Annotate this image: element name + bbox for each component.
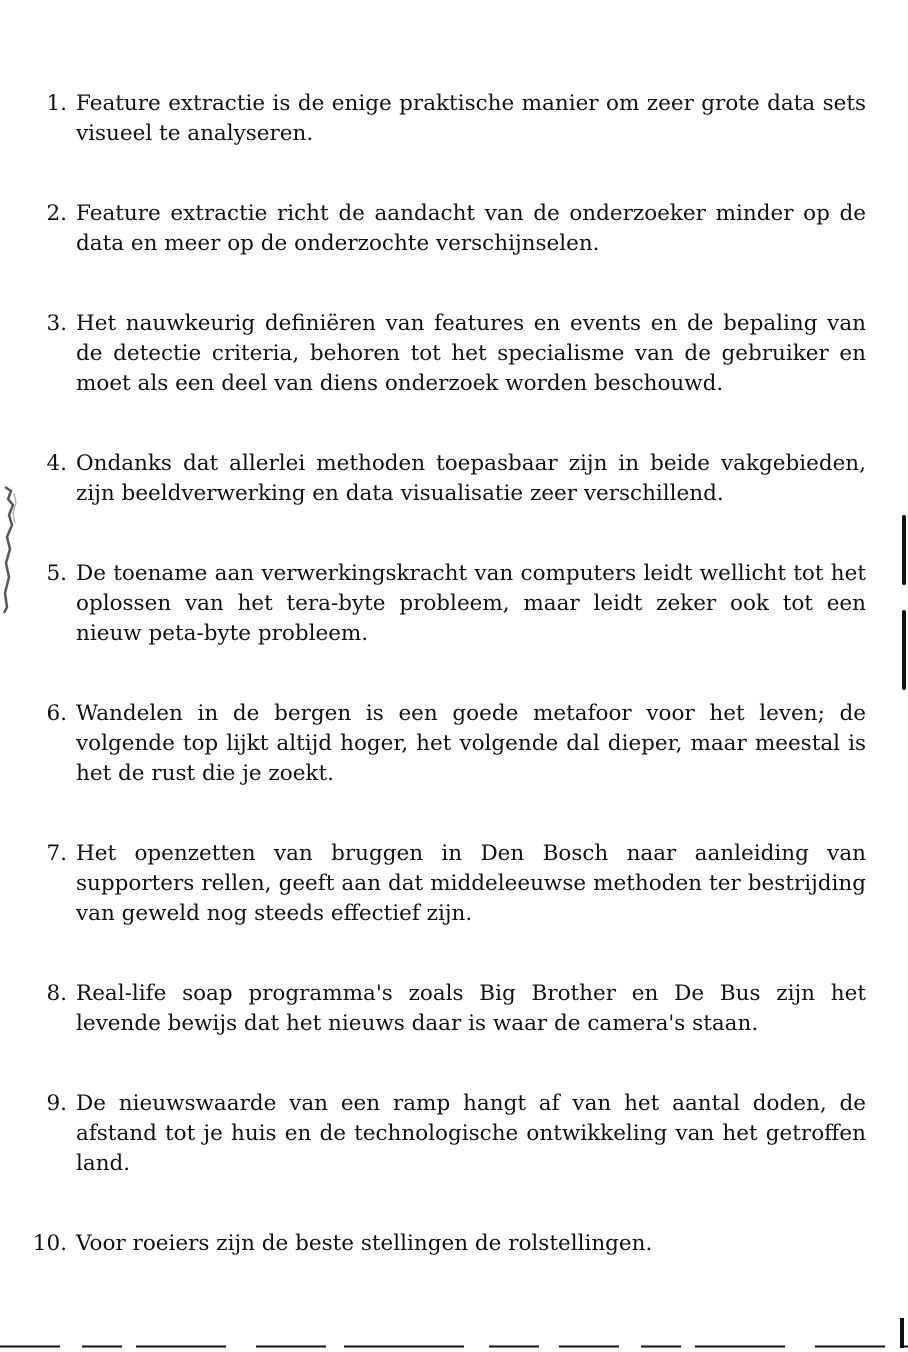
list-item: [0, 89, 908, 149]
item-number: 2.: [46, 201, 67, 226]
item-text: Het nauwkeurig definiëren van features en events en de bepaling van de detectie criteria, behoren tot het specialisme van de gebruiker en moet als een deel van diens onderzoek worden beschouwd.: [76, 311, 866, 396]
list-item: [0, 199, 908, 259]
scan-mark-right: [902, 515, 906, 585]
item-text: Feature extractie richt de aandacht van de onderzoeker minder op de data en meer op de onderzochte verschijnselen.: [76, 201, 866, 256]
item-text: Het openzetten van bruggen in Den Bosch naar aanleiding van supporters rellen, geeft aan dat middeleeuwse methoden ter bestrijding van geweld nog steeds effectief zijn.: [76, 841, 866, 926]
list-item: [0, 1089, 908, 1179]
list-item: [0, 699, 908, 789]
item-text: Wandelen in de bergen is een goede metafoor voor het leven; de volgende top lijkt altijd hoger, het volgende dal dieper, maar meestal is het de rust die je zoekt.: [76, 701, 866, 786]
item-text: Voor roeiers zijn de beste stellingen de rolstellingen.: [76, 1231, 653, 1256]
item-number: 6.: [46, 701, 67, 726]
item-text: Real-life soap programma's zoals Big Brother en De Bus zijn het levende bewijs dat het nieuws daar is waar de camera's staan.: [76, 981, 866, 1036]
item-text: De toename aan verwerkingskracht van computers leidt wellicht tot het oplossen van het tera-byte probleem, maar leidt zeker ook tot een nieuw peta-byte probleem.: [76, 561, 866, 646]
item-number: 7.: [46, 841, 67, 866]
list-item: [0, 559, 908, 649]
item-text: Feature extractie is de enige praktische manier om zeer grote data sets visueel te analyseren.: [76, 91, 866, 146]
item-number: 4.: [46, 451, 67, 476]
item-number: 3.: [46, 311, 67, 336]
list-item: [0, 979, 908, 1039]
list-item: [0, 309, 908, 399]
item-number: 1.: [46, 91, 67, 116]
item-number: 5.: [46, 561, 67, 586]
propositions-list: [0, 89, 908, 1259]
item-text: Ondanks dat allerlei methoden toepasbaar zijn in beide vakgebieden, zijn beeldverwerking en data visualisatie zeer verschillend.: [76, 451, 866, 506]
scan-bottom-rule: [0, 1345, 908, 1348]
scan-mark-right: [900, 1318, 904, 1348]
item-number: 10.: [32, 1231, 67, 1256]
item-number: 9.: [46, 1091, 67, 1116]
item-number: 8.: [46, 981, 67, 1006]
item-text: De nieuwswaarde van een ramp hangt af van het aantal doden, de afstand tot je huis en de technologische ontwikkeling van het getroffen land.: [76, 1091, 866, 1176]
scan-smudge-left: [2, 485, 24, 615]
list-item: [0, 449, 908, 509]
list-item: [0, 839, 908, 929]
list-item: [0, 1229, 908, 1259]
scan-mark-right: [902, 610, 906, 690]
